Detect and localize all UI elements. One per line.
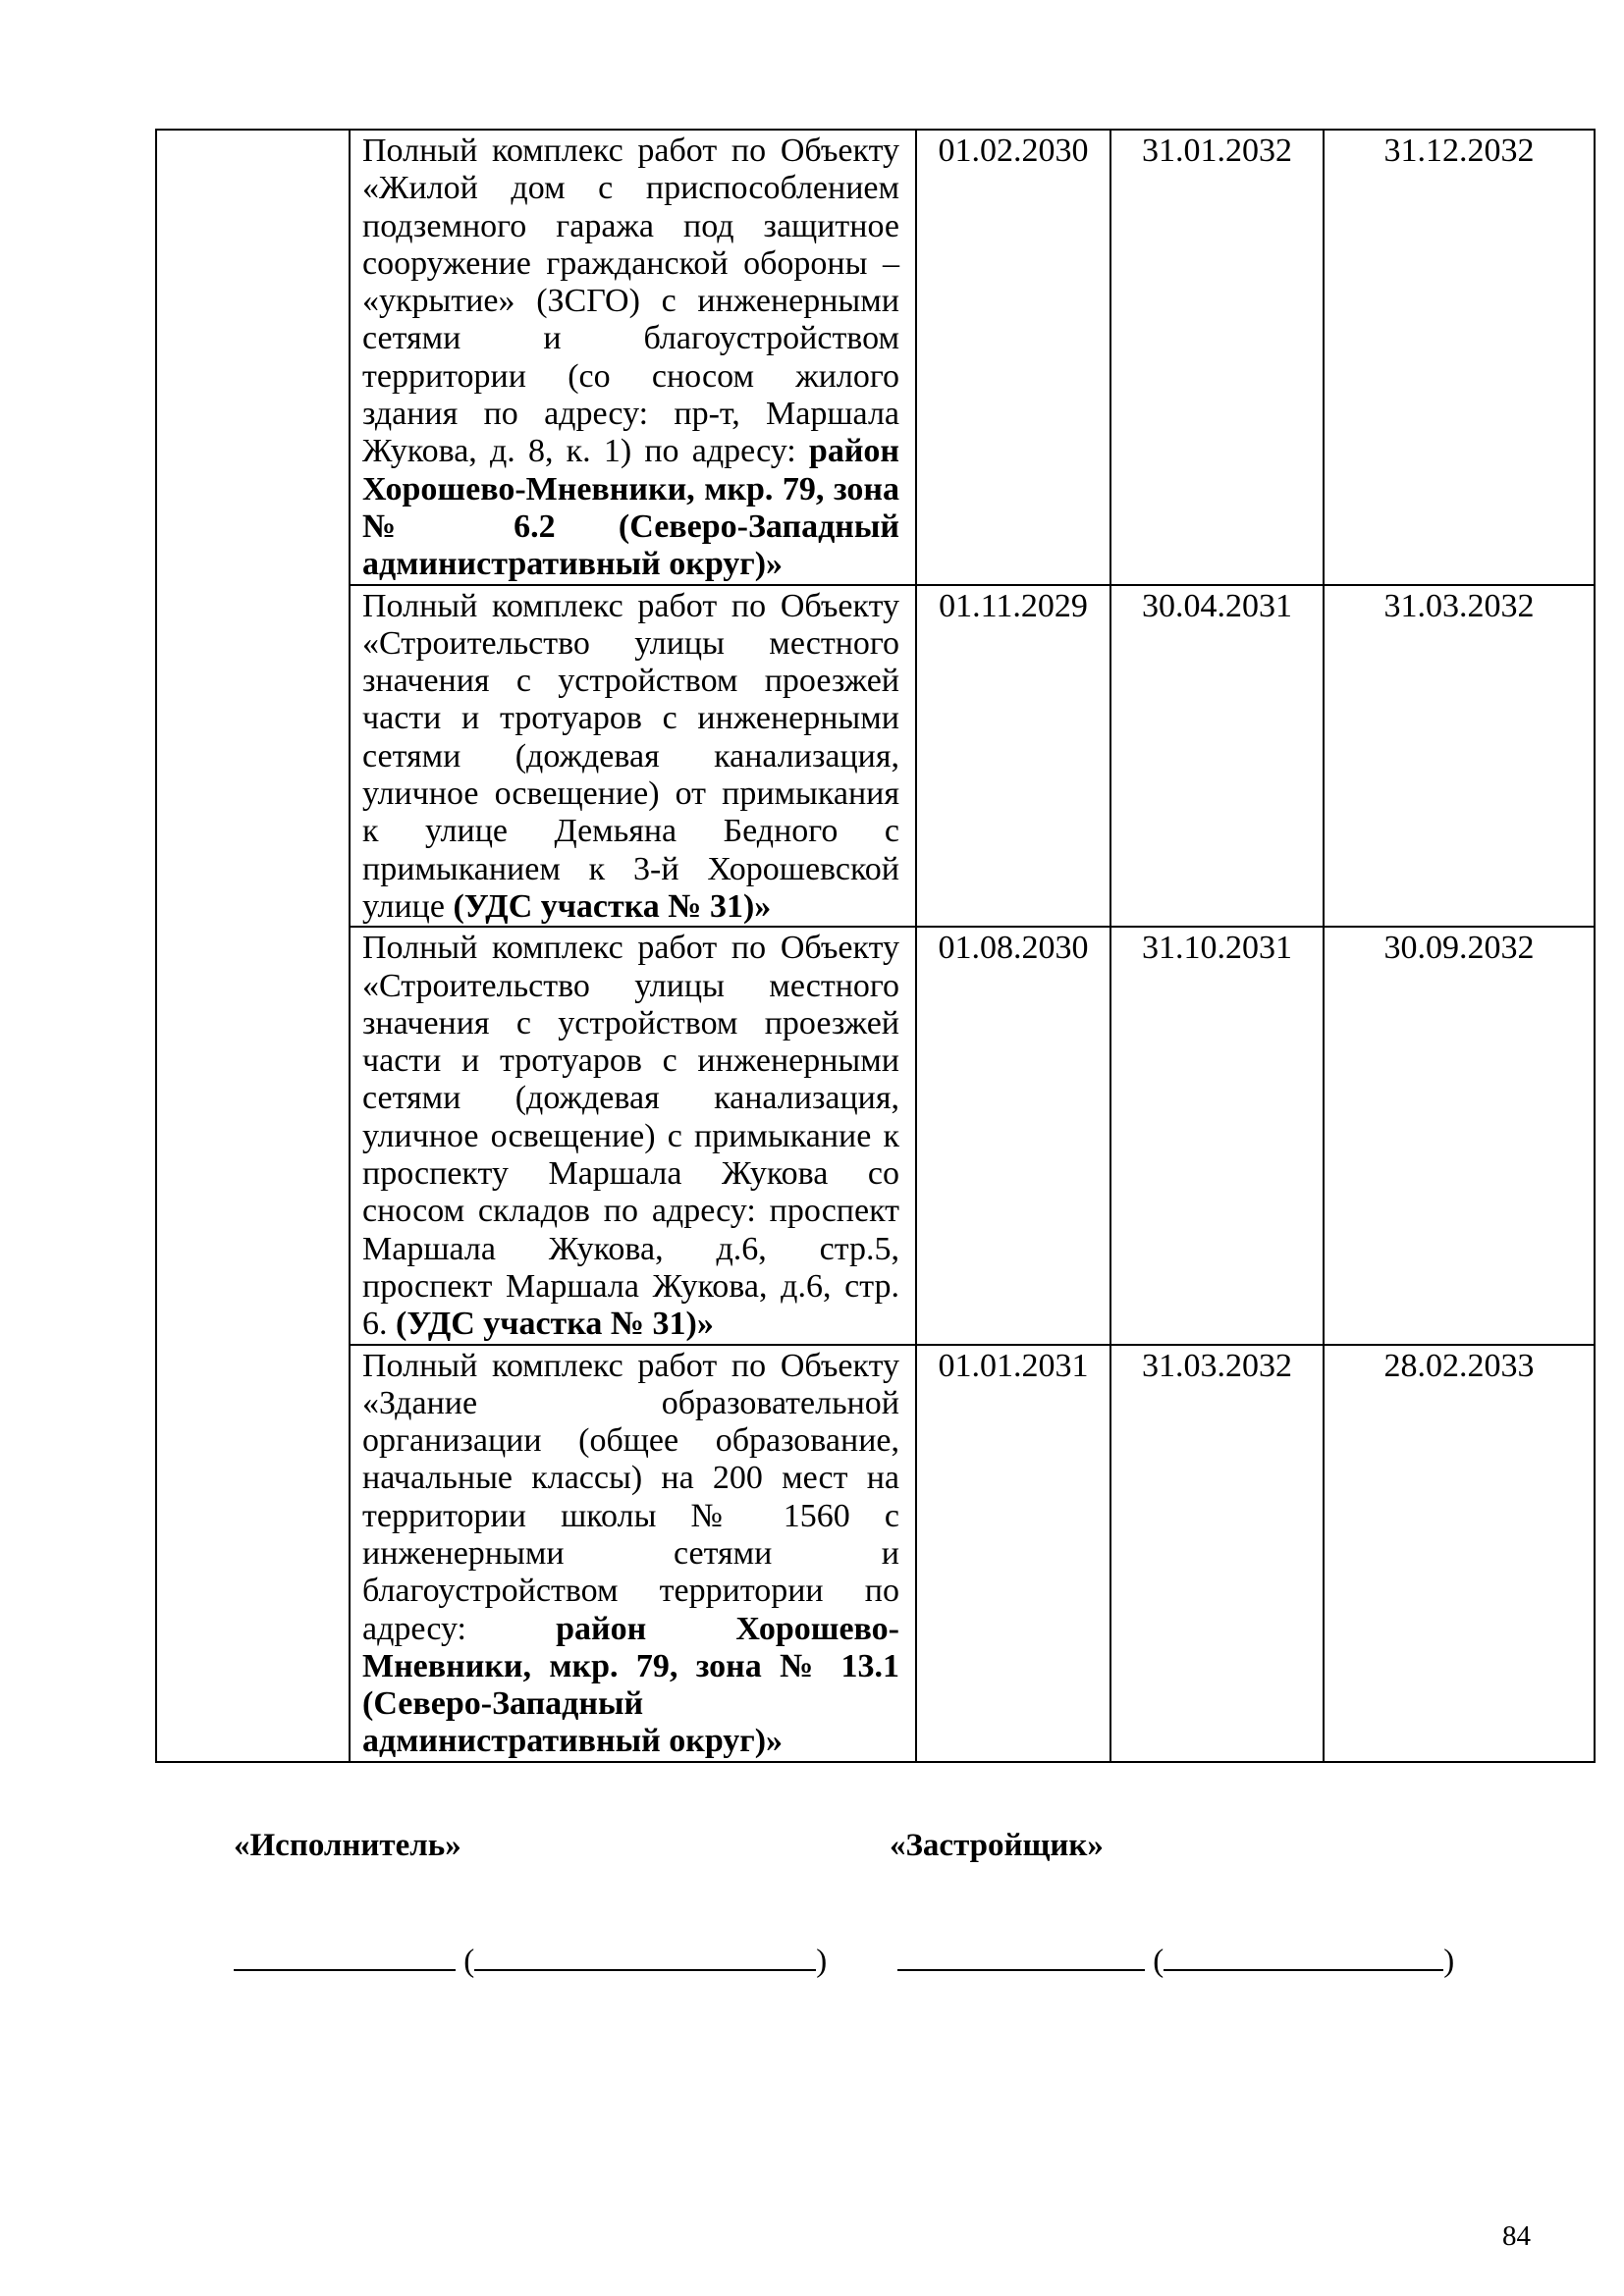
work-description-bold-text: район Хорошево-Мневники, мкр. 79, зона № 13.1 (Северо-Западный административный округ)» bbox=[362, 1610, 899, 1760]
schedule-table bbox=[155, 129, 1596, 1763]
end-date-cell: 31.10.2031 bbox=[1110, 927, 1324, 1344]
empty-first-column-cell bbox=[156, 130, 350, 1762]
work-description-bold-text: (УДС участка № 31)» bbox=[453, 887, 772, 925]
executor-open-paren: ( bbox=[463, 1944, 475, 1979]
table-row bbox=[156, 1345, 1595, 1762]
developer-close-paren: ) bbox=[1443, 1944, 1455, 1979]
end-date-cell: 30.04.2031 bbox=[1110, 585, 1324, 928]
table-row bbox=[156, 585, 1595, 928]
work-description-cell bbox=[350, 1345, 916, 1762]
executor-signature-line bbox=[234, 1942, 827, 1980]
executor-name-blank bbox=[474, 1942, 816, 1971]
deadline-date-cell: 31.03.2032 bbox=[1324, 585, 1595, 928]
executor-close-paren: ) bbox=[816, 1944, 828, 1979]
end-date-cell: 31.03.2032 bbox=[1110, 1345, 1324, 1762]
developer-signature-blank bbox=[897, 1942, 1145, 1971]
work-description-text: Полный комплекс работ по Объекту «Здание образовательной организации (общее образование, начальные классы) на 200 мест на территории школы № 1560 с инженерными сетями и благоустройством территории по адресу: bbox=[362, 1347, 899, 1647]
start-date-cell: 01.11.2029 bbox=[916, 585, 1110, 928]
table-row bbox=[156, 130, 1595, 585]
deadline-date-cell: 30.09.2032 bbox=[1324, 927, 1595, 1344]
work-description-bold-text: район Хорошево-Мневники, мкр. 79, зона № 6.2 (Северо-Западный административный округ)» bbox=[362, 433, 899, 583]
page-number: 84 bbox=[1502, 2220, 1531, 2252]
work-description-text: Полный комплекс работ по Объекту «Строительство улицы местного значения с устройством проезжей части и тротуаров с инженерными сетями (дождевая канализация, уличное освещение) от примыкания к улице Демьяна Бедного с примыканием к 3-й Хорошевской улице bbox=[362, 587, 899, 925]
work-description-text: Полный комплекс работ по Объекту «Строительство улицы местного значения с устройством проезжей части и тротуаров с инженерными сетями (дождевая канализация, уличное освещение) с примыкание к проспекту Маршала Жукова со сносом складов по адресу: проспект Маршала Жукова, д.6, стр.5, проспект Маршала Жукова, д.6, стр. 6. bbox=[362, 930, 899, 1343]
start-date-cell: 01.08.2030 bbox=[916, 927, 1110, 1344]
deadline-date-cell: 31.12.2032 bbox=[1324, 130, 1595, 585]
developer-label: «Застройщик» bbox=[890, 1828, 1104, 1863]
developer-open-paren: ( bbox=[1153, 1944, 1164, 1979]
work-description-cell bbox=[350, 130, 916, 585]
work-description-text: Полный комплекс работ по Объекту «Жилой дом с приспособлением подземного гаража под защитное сооружение гражданской обороны – «укрытие» (ЗСГО) с инженерными сетями и благоустройством территории (со сносом жилого здания по адресу: пр-т, Маршала Жукова, д. 8, к. 1) по адресу: bbox=[362, 133, 899, 470]
work-description-cell bbox=[350, 585, 916, 928]
executor-signature-blank bbox=[234, 1942, 456, 1971]
end-date-cell: 31.01.2032 bbox=[1110, 130, 1324, 585]
deadline-date-cell: 28.02.2033 bbox=[1324, 1345, 1595, 1762]
start-date-cell: 01.02.2030 bbox=[916, 130, 1110, 585]
work-description-cell bbox=[350, 927, 916, 1344]
table-row bbox=[156, 927, 1595, 1344]
executor-label: «Исполнитель» bbox=[234, 1828, 461, 1863]
start-date-cell: 01.01.2031 bbox=[916, 1345, 1110, 1762]
developer-signature-line bbox=[897, 1942, 1454, 1980]
work-description-bold-text: (УДС участка № 31)» bbox=[396, 1306, 714, 1343]
developer-name-blank bbox=[1164, 1942, 1443, 1971]
